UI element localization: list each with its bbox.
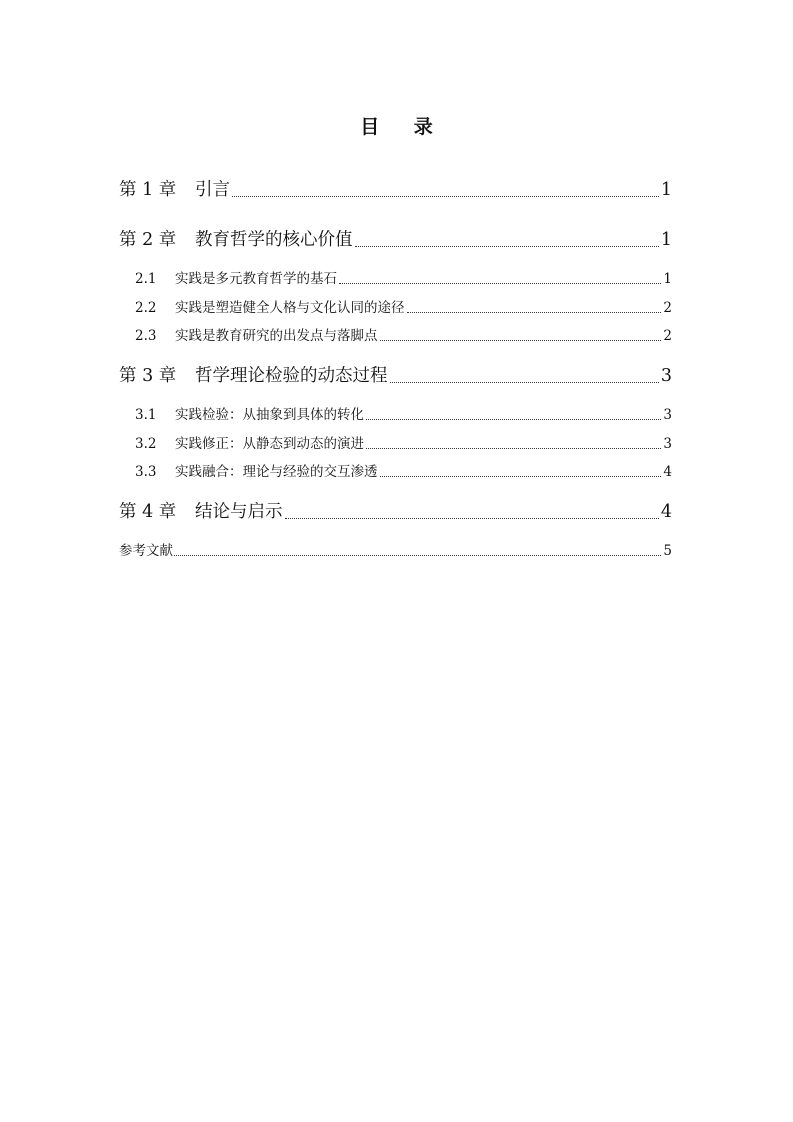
- toc-entry-section-2-3[interactable]: [135, 326, 672, 346]
- dot-leader: [380, 476, 662, 477]
- toc-entry-references[interactable]: [119, 541, 672, 561]
- toc-entry-number: 第 3 章: [119, 366, 177, 386]
- toc-entry-label: 实践是多元教育哲学的基石: [175, 271, 337, 287]
- toc-entry-page: 5: [663, 543, 672, 559]
- toc-entry-label: 引言: [195, 180, 230, 200]
- toc-entry-number: 第 1 章: [119, 180, 177, 200]
- dot-leader: [355, 246, 659, 247]
- toc-entry-chapter-3[interactable]: [119, 364, 672, 388]
- toc-entry-page: 1: [660, 180, 672, 200]
- dot-leader: [390, 382, 659, 383]
- toc-entry-label: 实践修正：从静态到动态的演进: [175, 436, 364, 452]
- toc-entry-chapter-4[interactable]: [119, 500, 672, 524]
- toc-entry-label: 教育哲学的核心价值: [195, 230, 353, 250]
- toc-entry-label: 实践融合：理论与经验的交互渗透: [175, 464, 378, 480]
- toc-entry-page: 3: [663, 407, 672, 423]
- toc-entry-page: 4: [663, 464, 672, 480]
- toc-entry-number: 2.1: [135, 271, 157, 287]
- toc-title: 目 录: [360, 116, 447, 138]
- dot-leader: [366, 419, 661, 420]
- toc-entry-number: 3.3: [135, 464, 157, 480]
- toc-entry-label: 实践是塑造健全人格与文化认同的途径: [175, 300, 405, 316]
- toc-entry-page: 3: [663, 436, 672, 452]
- toc-entry-number: 第 4 章: [119, 502, 177, 522]
- toc-entry-section-2-2[interactable]: [135, 298, 672, 318]
- toc-entry-label: 实践检验：从抽象到具体的转化: [175, 407, 364, 423]
- toc-entry-page: 3: [660, 366, 672, 386]
- toc-entry-chapter-2[interactable]: [119, 228, 672, 252]
- toc-entry-page: 2: [663, 328, 672, 344]
- dot-leader: [339, 283, 661, 284]
- toc-entry-section-2-1[interactable]: [135, 269, 672, 289]
- toc-entry-section-3-2[interactable]: [135, 434, 672, 454]
- toc-entry-label: 参考文献: [119, 543, 173, 559]
- toc-entry-section-3-3[interactable]: [135, 462, 672, 482]
- toc-entry-page: 1: [663, 271, 672, 287]
- toc-entry-chapter-1[interactable]: [119, 178, 672, 202]
- toc-entry-page: 2: [663, 300, 672, 316]
- toc-entry-number: 第 2 章: [119, 230, 177, 250]
- dot-leader: [366, 448, 661, 449]
- toc-entry-page: 1: [660, 230, 672, 250]
- toc-entry-number: 3.1: [135, 407, 157, 423]
- dot-leader: [380, 340, 662, 341]
- toc-entry-label: 哲学理论检验的动态过程: [195, 366, 388, 386]
- toc-entry-page: 4: [660, 502, 672, 522]
- dot-leader: [232, 196, 659, 197]
- dot-leader: [174, 555, 661, 556]
- dot-leader: [285, 518, 659, 519]
- toc-entry-label: 结论与启示: [195, 502, 283, 522]
- toc-entry-number: 3.2: [135, 436, 157, 452]
- toc-entry-section-3-1[interactable]: [135, 405, 672, 425]
- toc-entry-number: 2.3: [135, 328, 157, 344]
- dot-leader: [407, 312, 662, 313]
- toc-entry-number: 2.2: [135, 300, 157, 316]
- toc-entry-label: 实践是教育研究的出发点与落脚点: [175, 328, 378, 344]
